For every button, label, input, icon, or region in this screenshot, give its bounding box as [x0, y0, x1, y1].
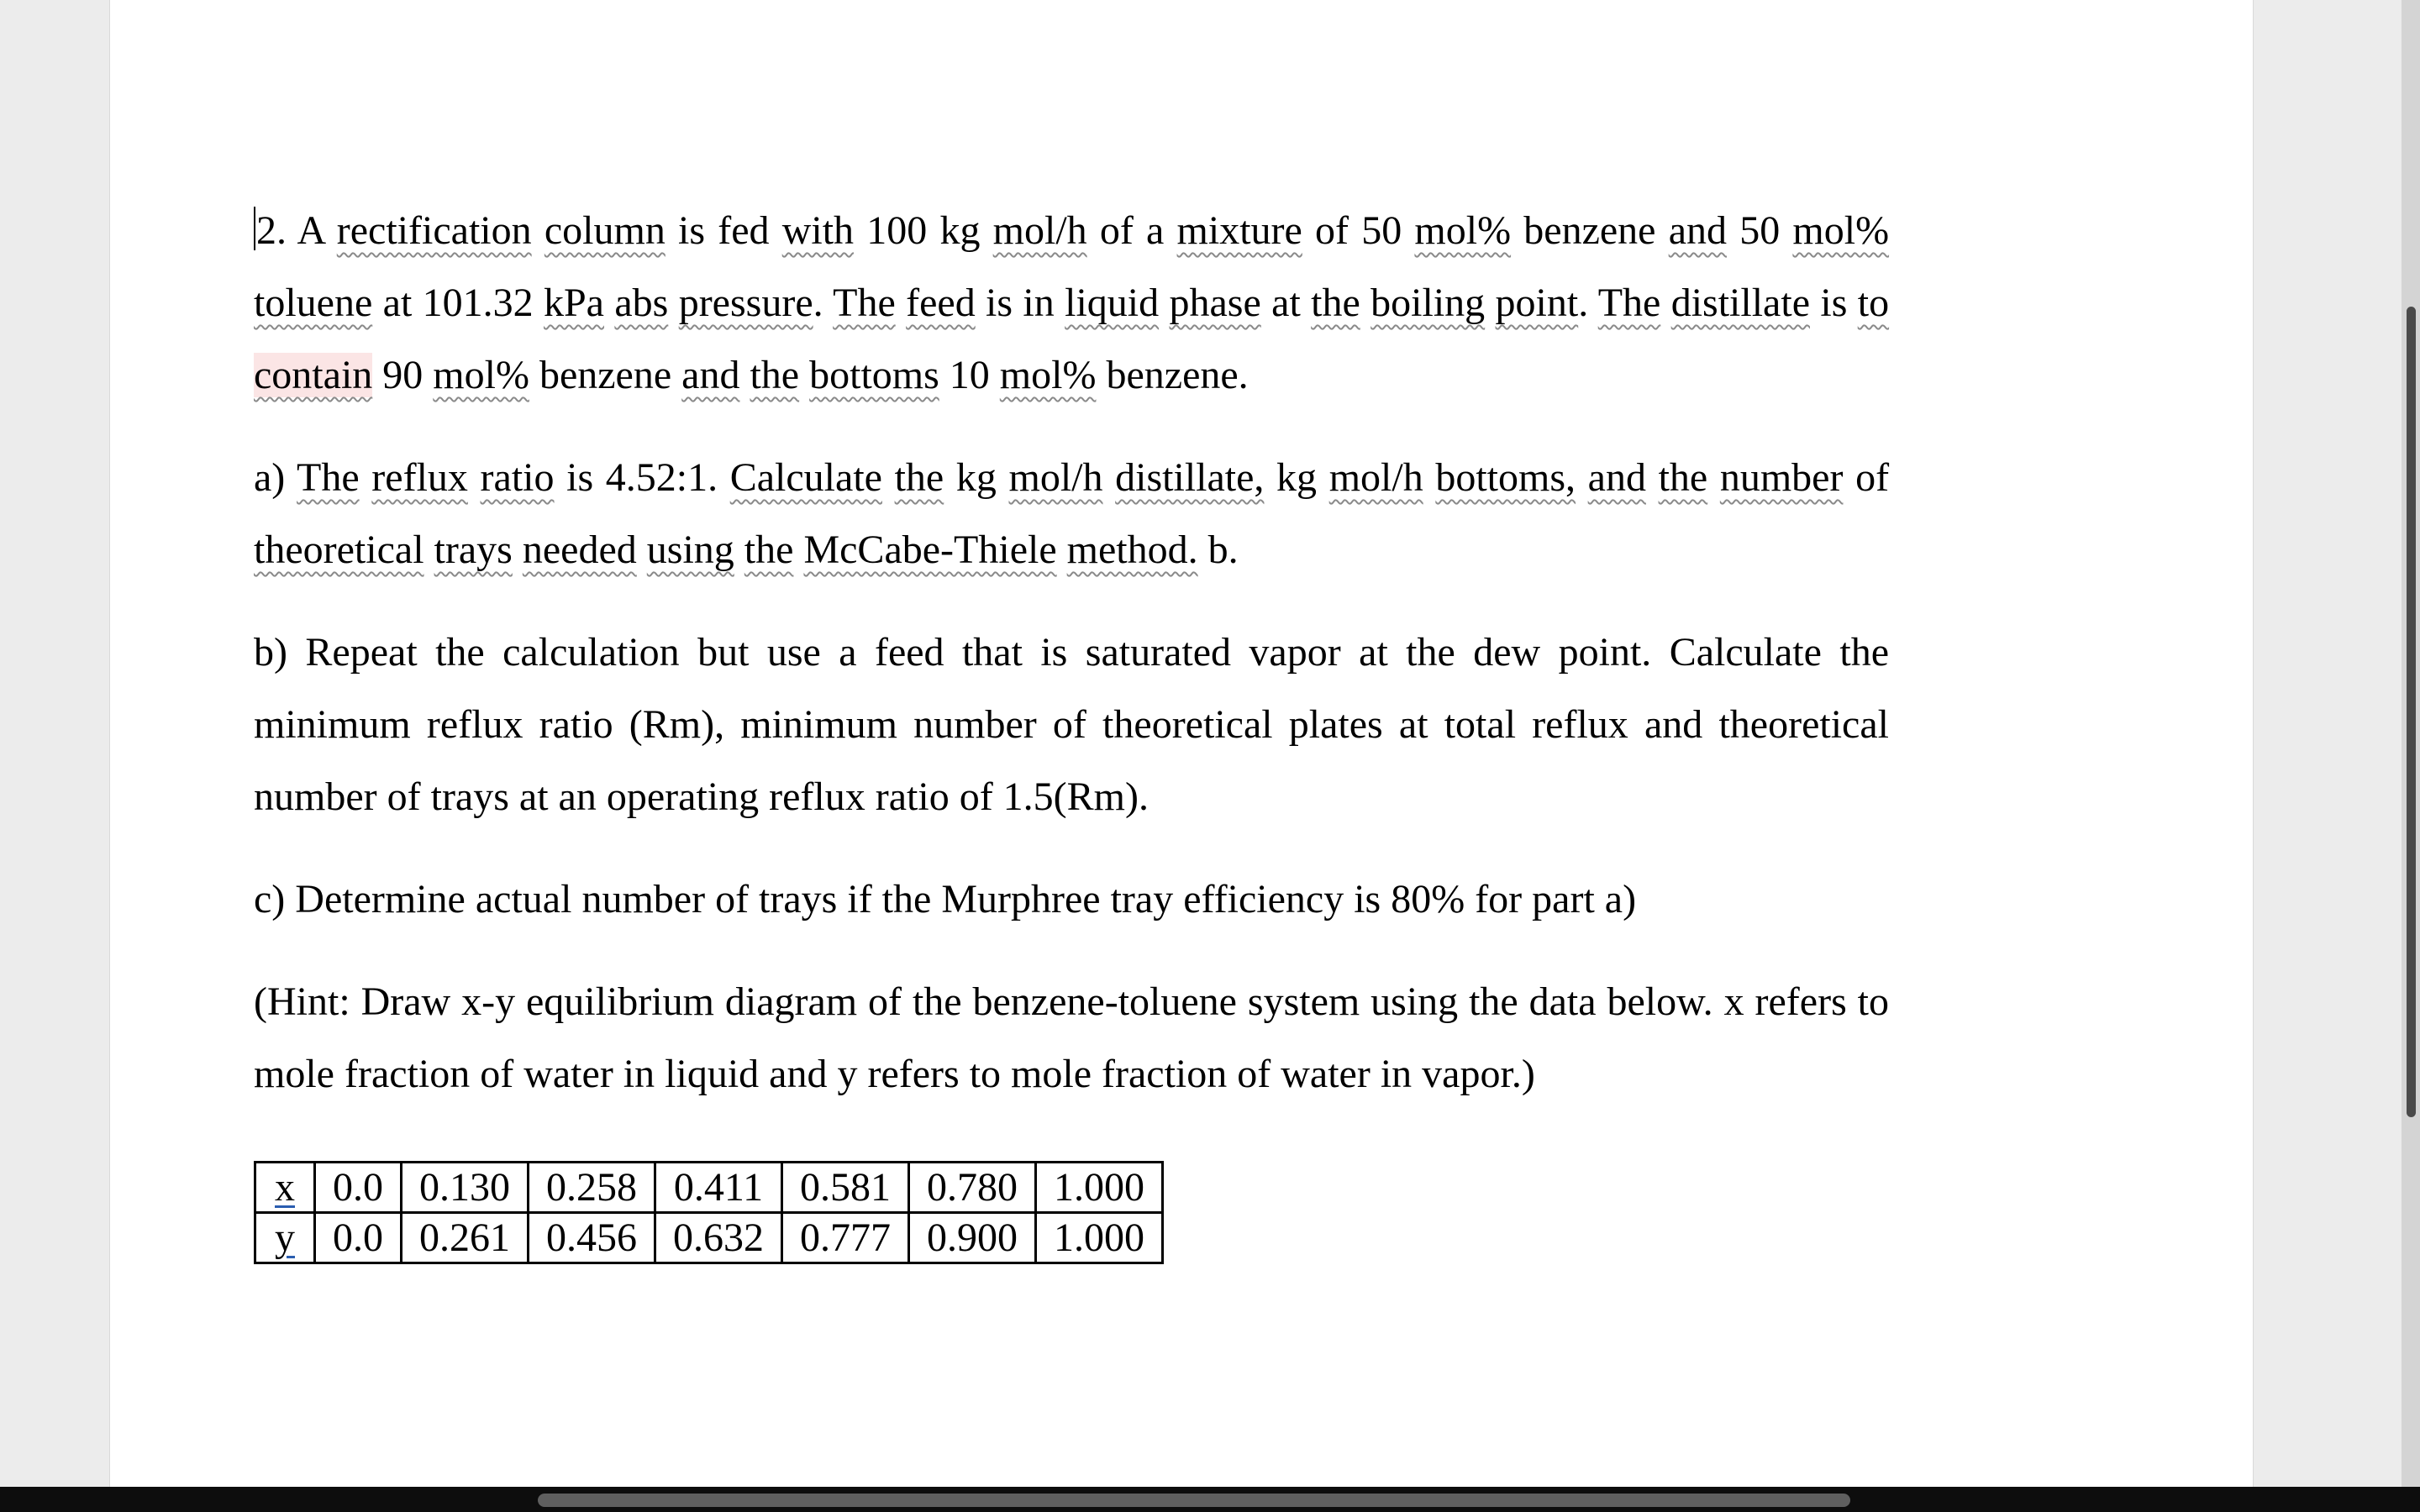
text-run: at 101.32: [372, 281, 544, 325]
text-run: kg: [1264, 455, 1329, 500]
spellcheck-word[interactable]: phase: [1169, 281, 1261, 325]
text-run: A: [287, 208, 337, 253]
horizontal-scrollbar[interactable]: [0, 1487, 2420, 1512]
spellcheck-word[interactable]: mol%: [999, 353, 1097, 397]
table-cell[interactable]: 1.000: [1036, 1163, 1163, 1213]
text-cursor: [254, 207, 255, 250]
spellcheck-word[interactable]: and: [1668, 208, 1727, 253]
table-row-x: [255, 1163, 1163, 1213]
table-cell[interactable]: 0.456: [529, 1213, 655, 1263]
text-run: is in: [975, 281, 1065, 325]
part-a[interactable]: [254, 442, 1889, 586]
text-run: a): [254, 455, 297, 500]
problem-statement[interactable]: [254, 195, 1889, 412]
text-run: [1360, 281, 1370, 325]
horizontal-scrollbar-thumb[interactable]: [538, 1494, 1850, 1507]
spellcheck-word[interactable]: Calculate: [729, 455, 882, 500]
spellcheck-word[interactable]: mol/h: [992, 208, 1087, 253]
spellcheck-word[interactable]: using: [646, 528, 734, 572]
text-run: [604, 281, 614, 325]
spellcheck-word[interactable]: feed: [906, 281, 976, 325]
text-run: [360, 455, 372, 500]
spellcheck-word[interactable]: bottoms: [809, 353, 939, 397]
text-run: of: [1843, 455, 1890, 500]
table-cell[interactable]: 0.632: [655, 1213, 782, 1263]
text-run: of 50: [1302, 208, 1415, 253]
vertical-scrollbar[interactable]: [2402, 0, 2420, 1487]
text-run: 50: [1727, 208, 1793, 253]
spellcheck-word[interactable]: number: [1719, 455, 1844, 500]
spellcheck-word[interactable]: trays: [434, 528, 513, 572]
spellcheck-word[interactable]: The: [297, 455, 360, 500]
spellcheck-word[interactable]: reflux: [371, 455, 468, 500]
text-run: benzene.: [1096, 353, 1249, 397]
text-run: 10: [939, 353, 1000, 397]
text-run: .: [1578, 281, 1598, 325]
spellcheck-word[interactable]: to: [1857, 281, 1890, 325]
spellcheck-word[interactable]: the: [894, 455, 944, 500]
text-run: [1159, 281, 1169, 325]
spellcheck-word[interactable]: mol/h: [1328, 455, 1423, 500]
spellcheck-word[interactable]: The: [833, 281, 896, 325]
part-c[interactable]: c) Determine actual number of trays if the Murphree tray efficiency is 80% for part a): [254, 877, 1637, 921]
table-cell[interactable]: 0.261: [402, 1213, 529, 1263]
spellcheck-word[interactable]: with: [781, 208, 855, 253]
hint-paragraph[interactable]: (Hint: Draw x-y equilibrium diagram of the benzene-toluene system using the data below. x refers to mole fraction of water in liquid and y refers to mole fraction of water in vapor.): [254, 979, 1889, 1096]
text-run: [882, 455, 895, 500]
text-run: [468, 455, 481, 500]
spellcheck-word[interactable]: column: [544, 208, 666, 253]
spellcheck-word[interactable]: mol%: [1792, 208, 1890, 253]
text-run: is fed: [665, 208, 782, 253]
spellcheck-word[interactable]: and: [681, 353, 740, 397]
spellcheck-word[interactable]: kPa: [543, 281, 604, 325]
text-run: [896, 281, 906, 325]
text-run: 100 kg: [854, 208, 993, 253]
equilibrium-data-table[interactable]: [254, 1161, 1164, 1264]
text-run: [513, 528, 523, 572]
spellcheck-word[interactable]: bottoms,: [1435, 455, 1576, 500]
text-run: [793, 528, 803, 572]
spellcheck-word[interactable]: theoretical: [254, 528, 424, 572]
spellcheck-word[interactable]: ratio: [480, 455, 555, 500]
table-cell[interactable]: 0.581: [782, 1163, 909, 1213]
text-run: is 4.52:1.: [554, 455, 730, 500]
text-run: [637, 528, 647, 572]
table-cell[interactable]: 0.777: [782, 1213, 909, 1263]
text-run: is: [1810, 281, 1858, 325]
text-run: [739, 353, 750, 397]
spellcheck-word[interactable]: distillate: [1670, 281, 1810, 325]
spellcheck-word[interactable]: the: [744, 528, 794, 572]
text-run: [799, 353, 809, 397]
text-run: [532, 208, 544, 253]
text-run: kg: [944, 455, 1009, 500]
text-run: [1576, 455, 1588, 500]
table-cell[interactable]: 0.780: [909, 1163, 1036, 1213]
spellcheck-word[interactable]: needed: [522, 528, 637, 572]
spellcheck-word[interactable]: The: [1597, 281, 1661, 325]
spellcheck-word[interactable]: mixture: [1176, 208, 1302, 253]
spellcheck-word-highlighted[interactable]: contain: [254, 353, 373, 397]
spellcheck-word[interactable]: the: [1658, 455, 1708, 500]
table-cell[interactable]: 0.0: [315, 1213, 402, 1263]
table-cell[interactable]: 1.000: [1036, 1213, 1163, 1263]
spellcheck-word[interactable]: and: [1587, 455, 1646, 500]
text-run: [1707, 455, 1720, 500]
spellcheck-word[interactable]: the: [1311, 281, 1360, 325]
table-cell[interactable]: 0.900: [909, 1213, 1036, 1263]
table-header-x[interactable]: x: [255, 1163, 315, 1213]
text-run: benzene: [529, 353, 682, 397]
text-run: [1660, 281, 1670, 325]
text-run: [668, 281, 678, 325]
text-run: [1103, 455, 1116, 500]
text-run: [424, 528, 434, 572]
text-run: [1485, 281, 1495, 325]
spellcheck-word[interactable]: pressure: [678, 281, 813, 325]
text-run: [1423, 455, 1436, 500]
part-b[interactable]: b) Repeat the calculation but use a feed that is saturated vapor at the dew point. Calculate the minimum reflux ratio (Rm), minimum number of theoretical plates at total reflux and theoretical number of trays at an operating reflux ratio of 1.5(Rm).: [254, 630, 1889, 819]
text-run: of a: [1086, 208, 1177, 253]
text-run: [1057, 528, 1067, 572]
text-run: .: [813, 281, 834, 325]
text-run: [1646, 455, 1659, 500]
problem-number: 2.: [256, 208, 287, 253]
table-cell[interactable]: 0.411: [655, 1163, 782, 1213]
table-cell[interactable]: 0.0: [315, 1163, 402, 1213]
spellcheck-word[interactable]: point: [1495, 281, 1579, 325]
spellcheck-word[interactable]: liquid: [1065, 281, 1160, 325]
document-body[interactable]: [254, 195, 1889, 1110]
spellcheck-word[interactable]: mol%: [433, 353, 529, 397]
table-row-y: [255, 1213, 1163, 1263]
text-run: benzene: [1511, 208, 1669, 253]
table-cell[interactable]: 0.130: [402, 1163, 529, 1213]
spellcheck-word[interactable]: rectification: [336, 208, 532, 253]
spellcheck-word[interactable]: McCabe-Thiele: [803, 528, 1057, 572]
table-header-y[interactable]: y: [255, 1213, 315, 1263]
spellcheck-word[interactable]: toluene: [254, 281, 373, 325]
text-run: b.: [1197, 528, 1239, 572]
table-cell[interactable]: 0.258: [529, 1163, 655, 1213]
spellcheck-word[interactable]: abs: [614, 281, 669, 325]
spellcheck-word[interactable]: mol%: [1414, 208, 1512, 253]
text-run: 90: [372, 353, 434, 397]
text-run: [734, 528, 744, 572]
spellcheck-word[interactable]: mol/h: [1008, 455, 1103, 500]
spellcheck-word[interactable]: distillate,: [1115, 455, 1265, 500]
spellcheck-word[interactable]: boiling: [1370, 281, 1486, 325]
spellcheck-word[interactable]: method.: [1066, 528, 1198, 572]
vertical-scrollbar-thumb[interactable]: [2407, 307, 2416, 1117]
spellcheck-word[interactable]: the: [750, 353, 800, 397]
text-run: at: [1260, 281, 1312, 325]
